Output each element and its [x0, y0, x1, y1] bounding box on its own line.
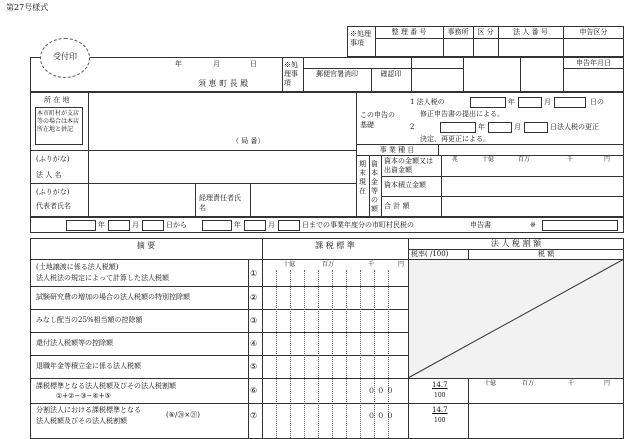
furigana-corp: (ふりがな) — [36, 155, 70, 163]
col-shinkoku-kubun: 申告区分 — [579, 28, 608, 36]
addressee: 須 恵 町 長 殿 — [198, 79, 249, 88]
basis-line2-no: 2 — [410, 123, 415, 131]
base-unit-juoku: 十億 — [283, 261, 296, 268]
row6-formula: ①+②−③−④+⑤ — [56, 392, 111, 400]
base-unit-hyakuman: 百万 — [322, 261, 335, 268]
row7-label: 分割法人における課税標準となる — [36, 406, 141, 414]
basis-line1: 1 法人税の — [410, 98, 445, 106]
row2-label: 試験研究費の増加の場合の法人税額の特別控除額 — [36, 293, 190, 301]
row6-zeros: ０ ０ ０ — [368, 387, 394, 395]
col-check: 確認印 — [380, 70, 402, 78]
business-type-label: 事 業 種 目 — [379, 146, 415, 154]
stamp-label: 受付印 — [53, 52, 77, 61]
cap-unit-juoku: 十億 — [482, 156, 495, 163]
row2-no: ② — [250, 293, 258, 302]
base-unit-en: 円 — [398, 261, 405, 268]
capital-group-label: 資本金等の額 — [371, 160, 378, 213]
row7-rate: 14.7 — [432, 406, 448, 414]
cap-unit-en: 円 — [604, 156, 611, 163]
row6-denom: 100 — [434, 392, 446, 399]
row1-no: ① — [250, 269, 258, 278]
period-to-label: 日までの事業年度分の市町村民税の — [302, 221, 414, 229]
basis2-month: 月 — [514, 123, 521, 131]
acct-name-label: 経理責任者氏 名 — [199, 194, 241, 212]
row6-unit-juoku: 十億 — [484, 380, 497, 387]
row6-unit-en: 円 — [604, 380, 611, 387]
capital-row-2: 資本積立金額 — [384, 181, 426, 189]
corp-name-label: 法 人 名 — [36, 171, 62, 179]
row3-label: みなし配当の25%相当額の控除額 — [36, 316, 143, 324]
th-tax: 法 人 税 割 額 — [490, 239, 542, 248]
row6-unit-hyakuman: 百万 — [522, 380, 535, 387]
filing-date-label: 申告年月日 — [576, 59, 611, 67]
basis1-month: 月 — [544, 98, 551, 106]
period-to-month: 月 — [268, 221, 275, 229]
form-number: 第27号様式 — [6, 3, 49, 12]
row6-unit-sen: 千 — [568, 380, 575, 387]
diagonal-shading — [408, 259, 624, 379]
capital-row-3: 合 計 額 — [384, 202, 410, 210]
address-label: 所 在 地 — [44, 96, 70, 104]
col-office: 事務所 — [447, 28, 469, 36]
row3-no: ③ — [250, 316, 258, 325]
basis-line1b: 修正申告書の提出による。 — [420, 110, 504, 118]
branch-note: 本市町村が支店等の場合は本店所在地と併記 — [37, 110, 80, 133]
row1-label2: 法人税法の規定によって計算した法人税額 — [36, 274, 169, 282]
cap-unit-cho: 兆 — [452, 156, 459, 163]
date-month: 月 — [213, 60, 220, 68]
basis-label: この申告の基礎 — [360, 111, 395, 129]
col-postmark: 郵便官署消印 — [316, 70, 358, 78]
cap-unit-hyakuman: 百万 — [518, 156, 531, 163]
row7-no: ⑦ — [250, 411, 258, 420]
period-from-year: 年 — [98, 221, 105, 229]
row7-label2: 法人税額及びその法人税割額 — [36, 417, 127, 425]
processing-label-top: ※処理事項 — [350, 30, 371, 47]
processing-label-mid: ※処理事項 — [284, 61, 298, 87]
phone-label: （ 局 番） — [232, 137, 265, 145]
row7-formula: (⑥/⑳×㉑) — [166, 411, 200, 419]
furigana-rep: (ふりがな) — [36, 188, 70, 196]
col-corp-no: 法 人 番 号 — [513, 28, 548, 36]
capital-row-1: 資本の金額又は出資金額 — [384, 157, 433, 174]
basis2-year: 年 — [478, 123, 485, 131]
th-base: 課 税 標 準 — [315, 241, 355, 250]
row6-no: ⑥ — [250, 386, 258, 395]
row1-label: (土地譲渡に係る法人税額) — [36, 263, 119, 271]
row7-zeros: ０ ０ ０ — [368, 412, 394, 420]
basis2-suffix: 日法人税の更正 — [550, 123, 599, 131]
period-from-label: 日から — [166, 221, 187, 229]
row4-no: ④ — [250, 339, 258, 348]
row6-label: 課税標準となる法人税額及びその法人税割額 — [36, 382, 176, 390]
date-year: 年 — [175, 60, 182, 68]
row5-no: ⑤ — [250, 362, 258, 371]
col-kubun: 区 分 — [477, 28, 494, 36]
th-rate: 税率( /100) — [411, 250, 449, 258]
row7-denom: 100 — [434, 417, 446, 424]
period-from-month: 月 — [132, 221, 139, 229]
cap-unit-sen: 千 — [567, 156, 574, 163]
row5-label: 退職年金等積立金に係る法人税額 — [36, 362, 141, 370]
basis1-suffix: 日の — [590, 98, 604, 106]
rep-name-label: 代表者氏名 — [36, 202, 71, 210]
row6-rate: 14.7 — [432, 381, 448, 389]
date-day: 日 — [250, 60, 257, 68]
basis1-year: 年 — [508, 98, 515, 106]
basis-line2b: 決定、再更正による。 — [420, 135, 490, 143]
col-seiri: 整 理 番 号 — [391, 28, 427, 36]
th-amount: 税 額 — [537, 250, 555, 258]
row4-label: 還付法人税額等の控除額 — [36, 339, 113, 347]
period-to-year: 年 — [234, 221, 241, 229]
th-item: 摘 要 — [136, 241, 156, 250]
period-kind: 申告書 — [470, 221, 491, 229]
period-mark: ※ — [530, 221, 536, 229]
base-unit-sen: 千 — [368, 261, 375, 268]
capital-side-label: 期末現在 — [359, 160, 366, 195]
